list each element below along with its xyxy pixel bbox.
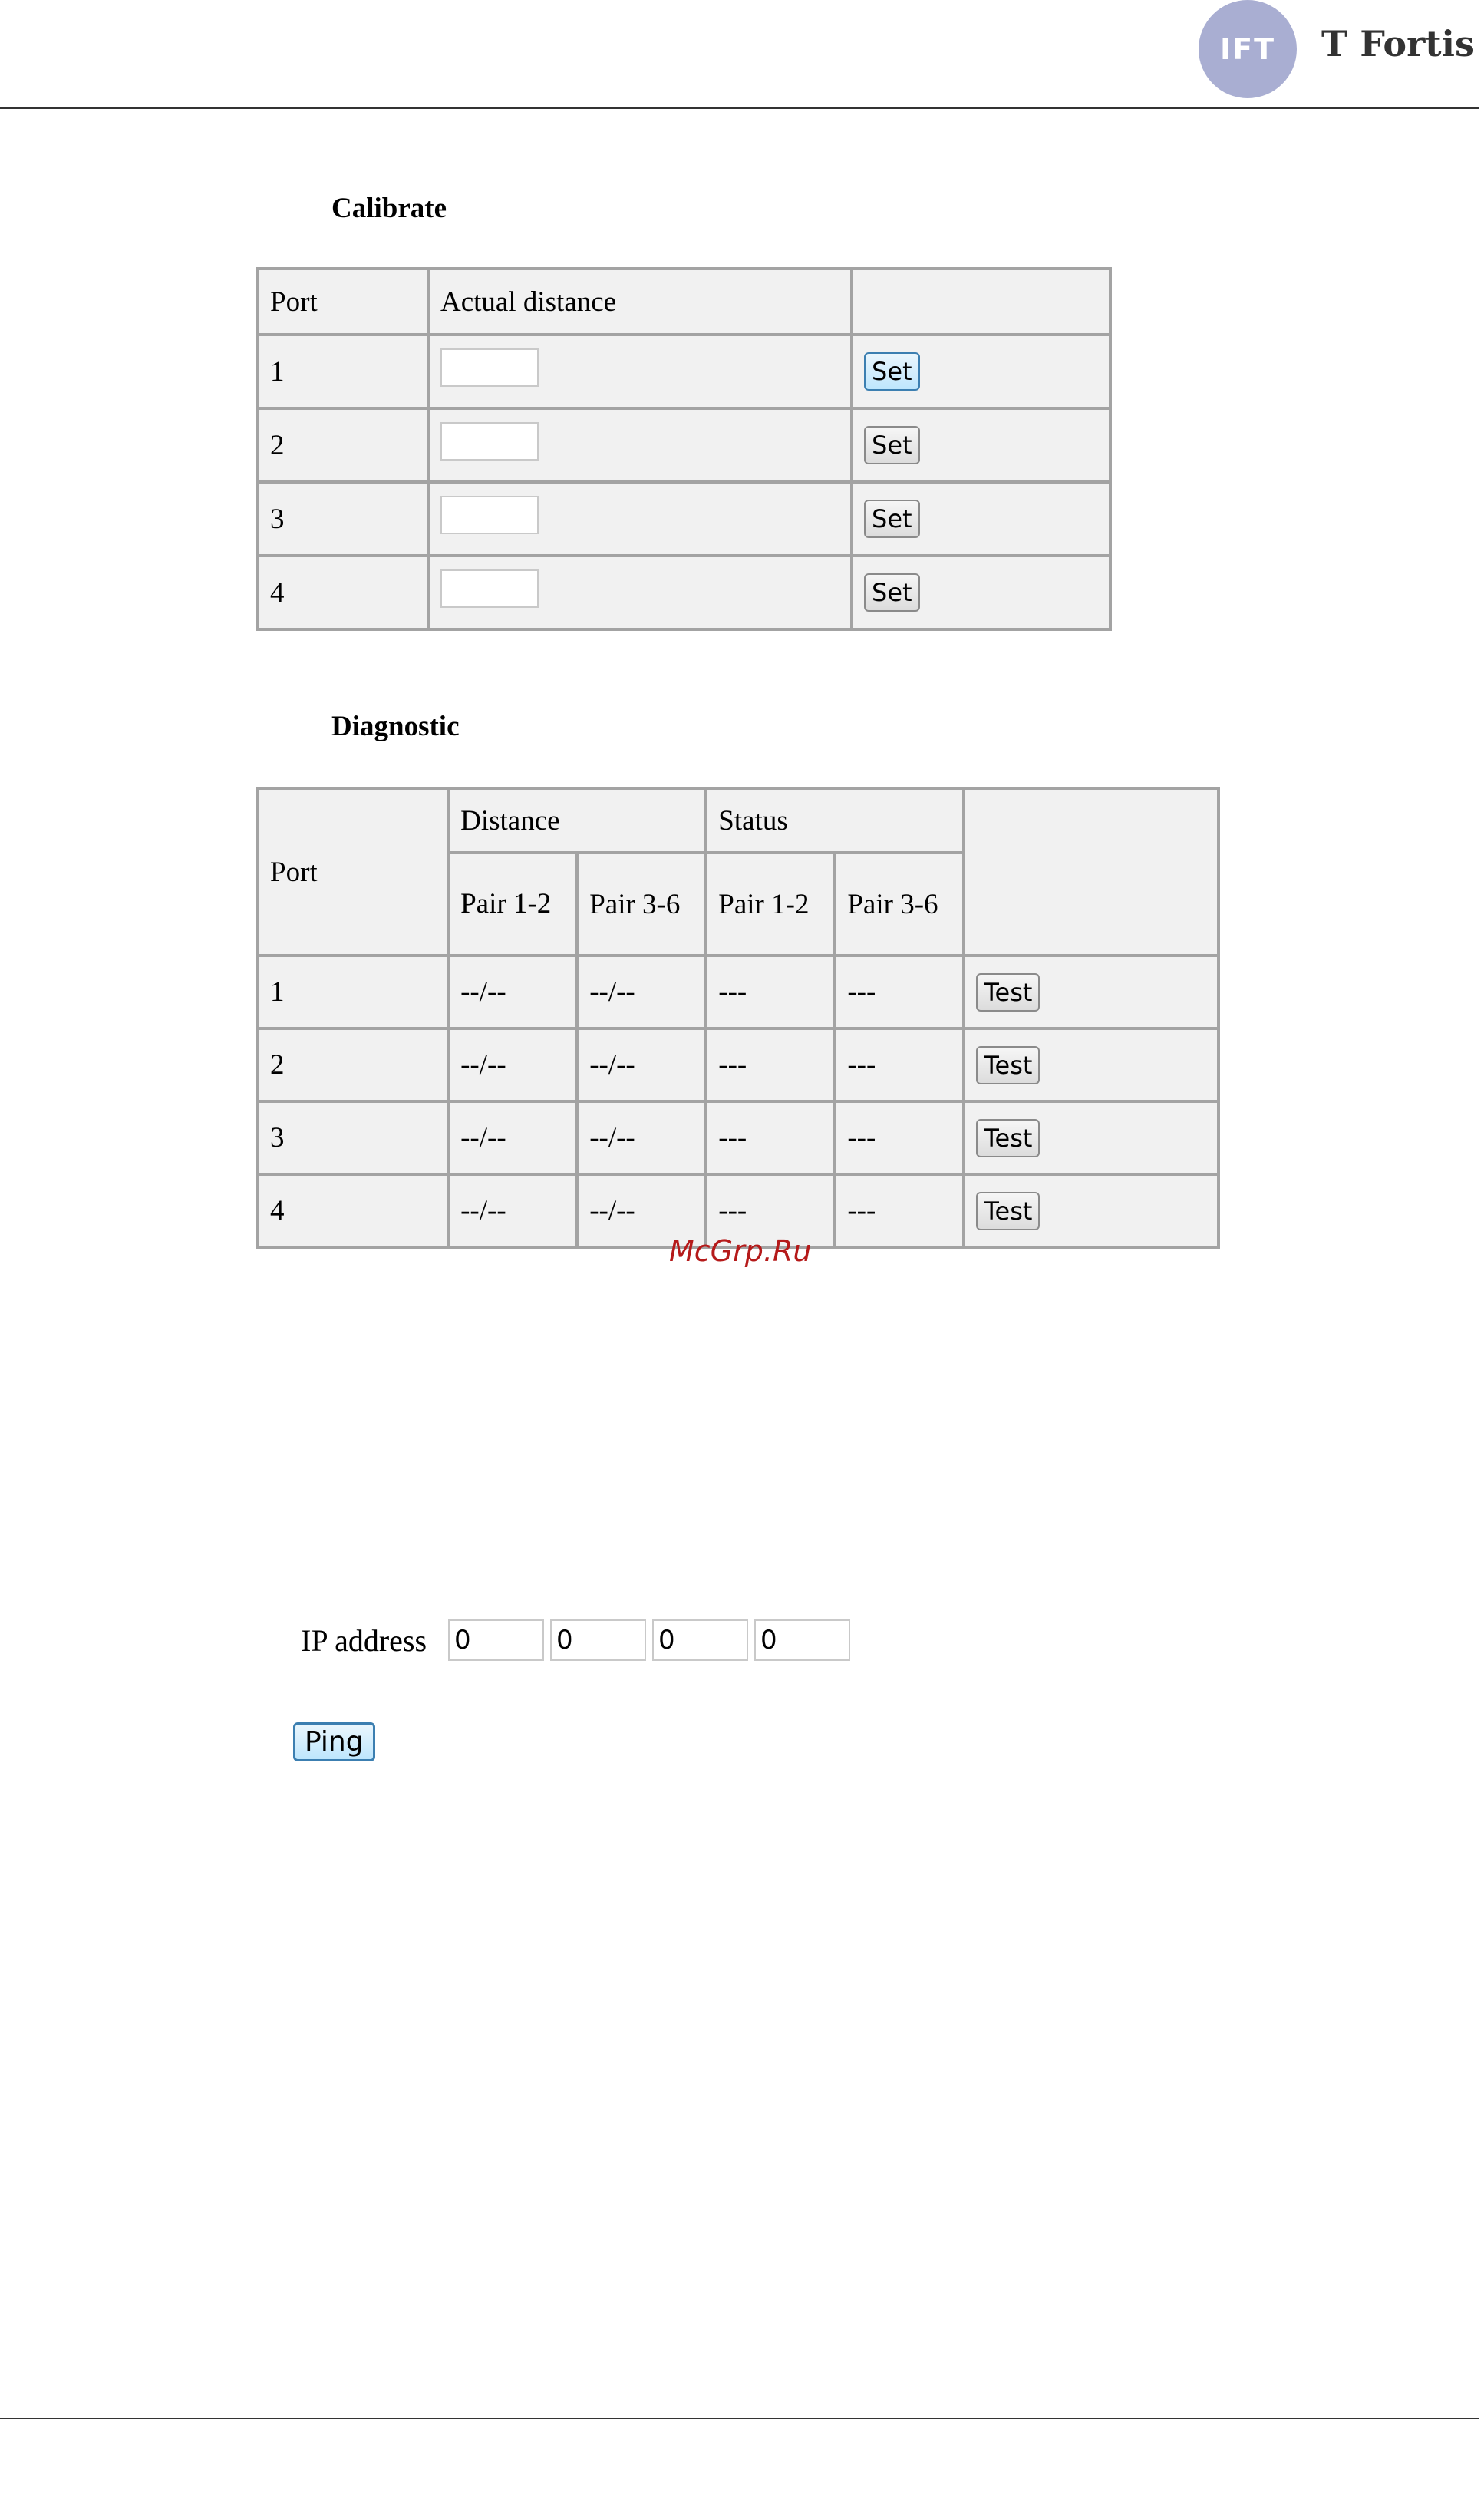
- column-header-actual-distance: Actual distance: [428, 269, 852, 335]
- ip-octet-1-input[interactable]: 0: [448, 1619, 544, 1661]
- status-pair-1-2-cell: ---: [706, 956, 835, 1028]
- set-button[interactable]: Set: [864, 500, 920, 538]
- diagnostic-title: Diagnostic: [331, 711, 460, 742]
- ping-button[interactable]: Ping: [293, 1722, 375, 1761]
- column-header-distance: Distance: [448, 788, 706, 853]
- calibrate-title: Calibrate: [331, 193, 447, 224]
- distance-pair-3-6-cell: --/--: [577, 1101, 706, 1174]
- logo-text: IFT: [1219, 32, 1276, 66]
- distance-pair-1-2-cell: --/--: [448, 1028, 577, 1101]
- column-header-status-pair-1-2: Pair 1-2: [706, 853, 835, 956]
- status-pair-1-2-cell: ---: [706, 1028, 835, 1101]
- set-button[interactable]: Set: [864, 352, 920, 391]
- status-pair-1-2-cell: ---: [706, 1101, 835, 1174]
- ip-octet-3-input[interactable]: 0: [652, 1619, 748, 1661]
- port-cell: 4: [258, 556, 428, 629]
- test-button[interactable]: Test: [976, 973, 1040, 1012]
- distance-pair-3-6-cell: --/--: [577, 1174, 706, 1247]
- table-row: [258, 335, 1110, 408]
- distance-pair-3-6-cell: --/--: [577, 1028, 706, 1101]
- actual-distance-input[interactable]: [440, 348, 539, 387]
- ip-octet-2-input[interactable]: 0: [550, 1619, 646, 1661]
- status-pair-3-6-cell: ---: [835, 1174, 964, 1247]
- column-header-action: [852, 269, 1110, 335]
- table-row: [258, 408, 1110, 482]
- ip-address-row: [301, 1619, 850, 1661]
- table-row: [258, 482, 1110, 556]
- status-pair-3-6-cell: ---: [835, 1101, 964, 1174]
- ip-address-label: IP address: [301, 1623, 427, 1658]
- table-row: [258, 1101, 1219, 1174]
- footer-divider: [0, 2418, 1479, 2419]
- actual-distance-input[interactable]: [440, 422, 539, 461]
- calibrate-table: [256, 267, 1112, 631]
- brand-name: T Fortis: [1321, 23, 1475, 64]
- port-cell: 4: [258, 1174, 448, 1247]
- port-cell: 3: [258, 482, 428, 556]
- table-header-row: [258, 788, 1219, 853]
- distance-pair-1-2-cell: --/--: [448, 1174, 577, 1247]
- table-header-row: [258, 269, 1110, 335]
- company-logo: [1199, 0, 1297, 98]
- column-header-distance-pair-3-6: Pair 3-6: [577, 853, 706, 956]
- column-header-status-pair-3-6: Pair 3-6: [835, 853, 964, 956]
- table-row: [258, 556, 1110, 629]
- test-button[interactable]: Test: [976, 1192, 1040, 1230]
- column-header-port: Port: [258, 788, 448, 956]
- port-cell: 2: [258, 1028, 448, 1101]
- distance-pair-1-2-cell: --/--: [448, 956, 577, 1028]
- status-pair-1-2-cell: ---: [706, 1174, 835, 1247]
- table-row: [258, 956, 1219, 1028]
- diagnostic-table: [256, 787, 1220, 1249]
- status-pair-3-6-cell: ---: [835, 1028, 964, 1101]
- actual-distance-input[interactable]: [440, 496, 539, 534]
- table-row: [258, 1028, 1219, 1101]
- column-header-status: Status: [706, 788, 964, 853]
- distance-pair-3-6-cell: --/--: [577, 956, 706, 1028]
- column-header-action: [964, 788, 1219, 956]
- distance-pair-1-2-cell: --/--: [448, 1101, 577, 1174]
- column-header-port: Port: [258, 269, 428, 335]
- test-button[interactable]: Test: [976, 1046, 1040, 1084]
- column-header-distance-pair-1-2: Pair 1-2: [448, 853, 577, 956]
- status-pair-3-6-cell: ---: [835, 956, 964, 1028]
- ip-octet-4-input[interactable]: 0: [754, 1619, 850, 1661]
- actual-distance-input[interactable]: [440, 569, 539, 608]
- port-cell: 2: [258, 408, 428, 482]
- header-divider: [0, 107, 1479, 109]
- set-button[interactable]: Set: [864, 573, 920, 612]
- port-cell: 3: [258, 1101, 448, 1174]
- port-cell: 1: [258, 335, 428, 408]
- test-button[interactable]: Test: [976, 1119, 1040, 1157]
- set-button[interactable]: Set: [864, 426, 920, 464]
- port-cell: 1: [258, 956, 448, 1028]
- watermark: McGrp.Ru: [669, 1234, 812, 1268]
